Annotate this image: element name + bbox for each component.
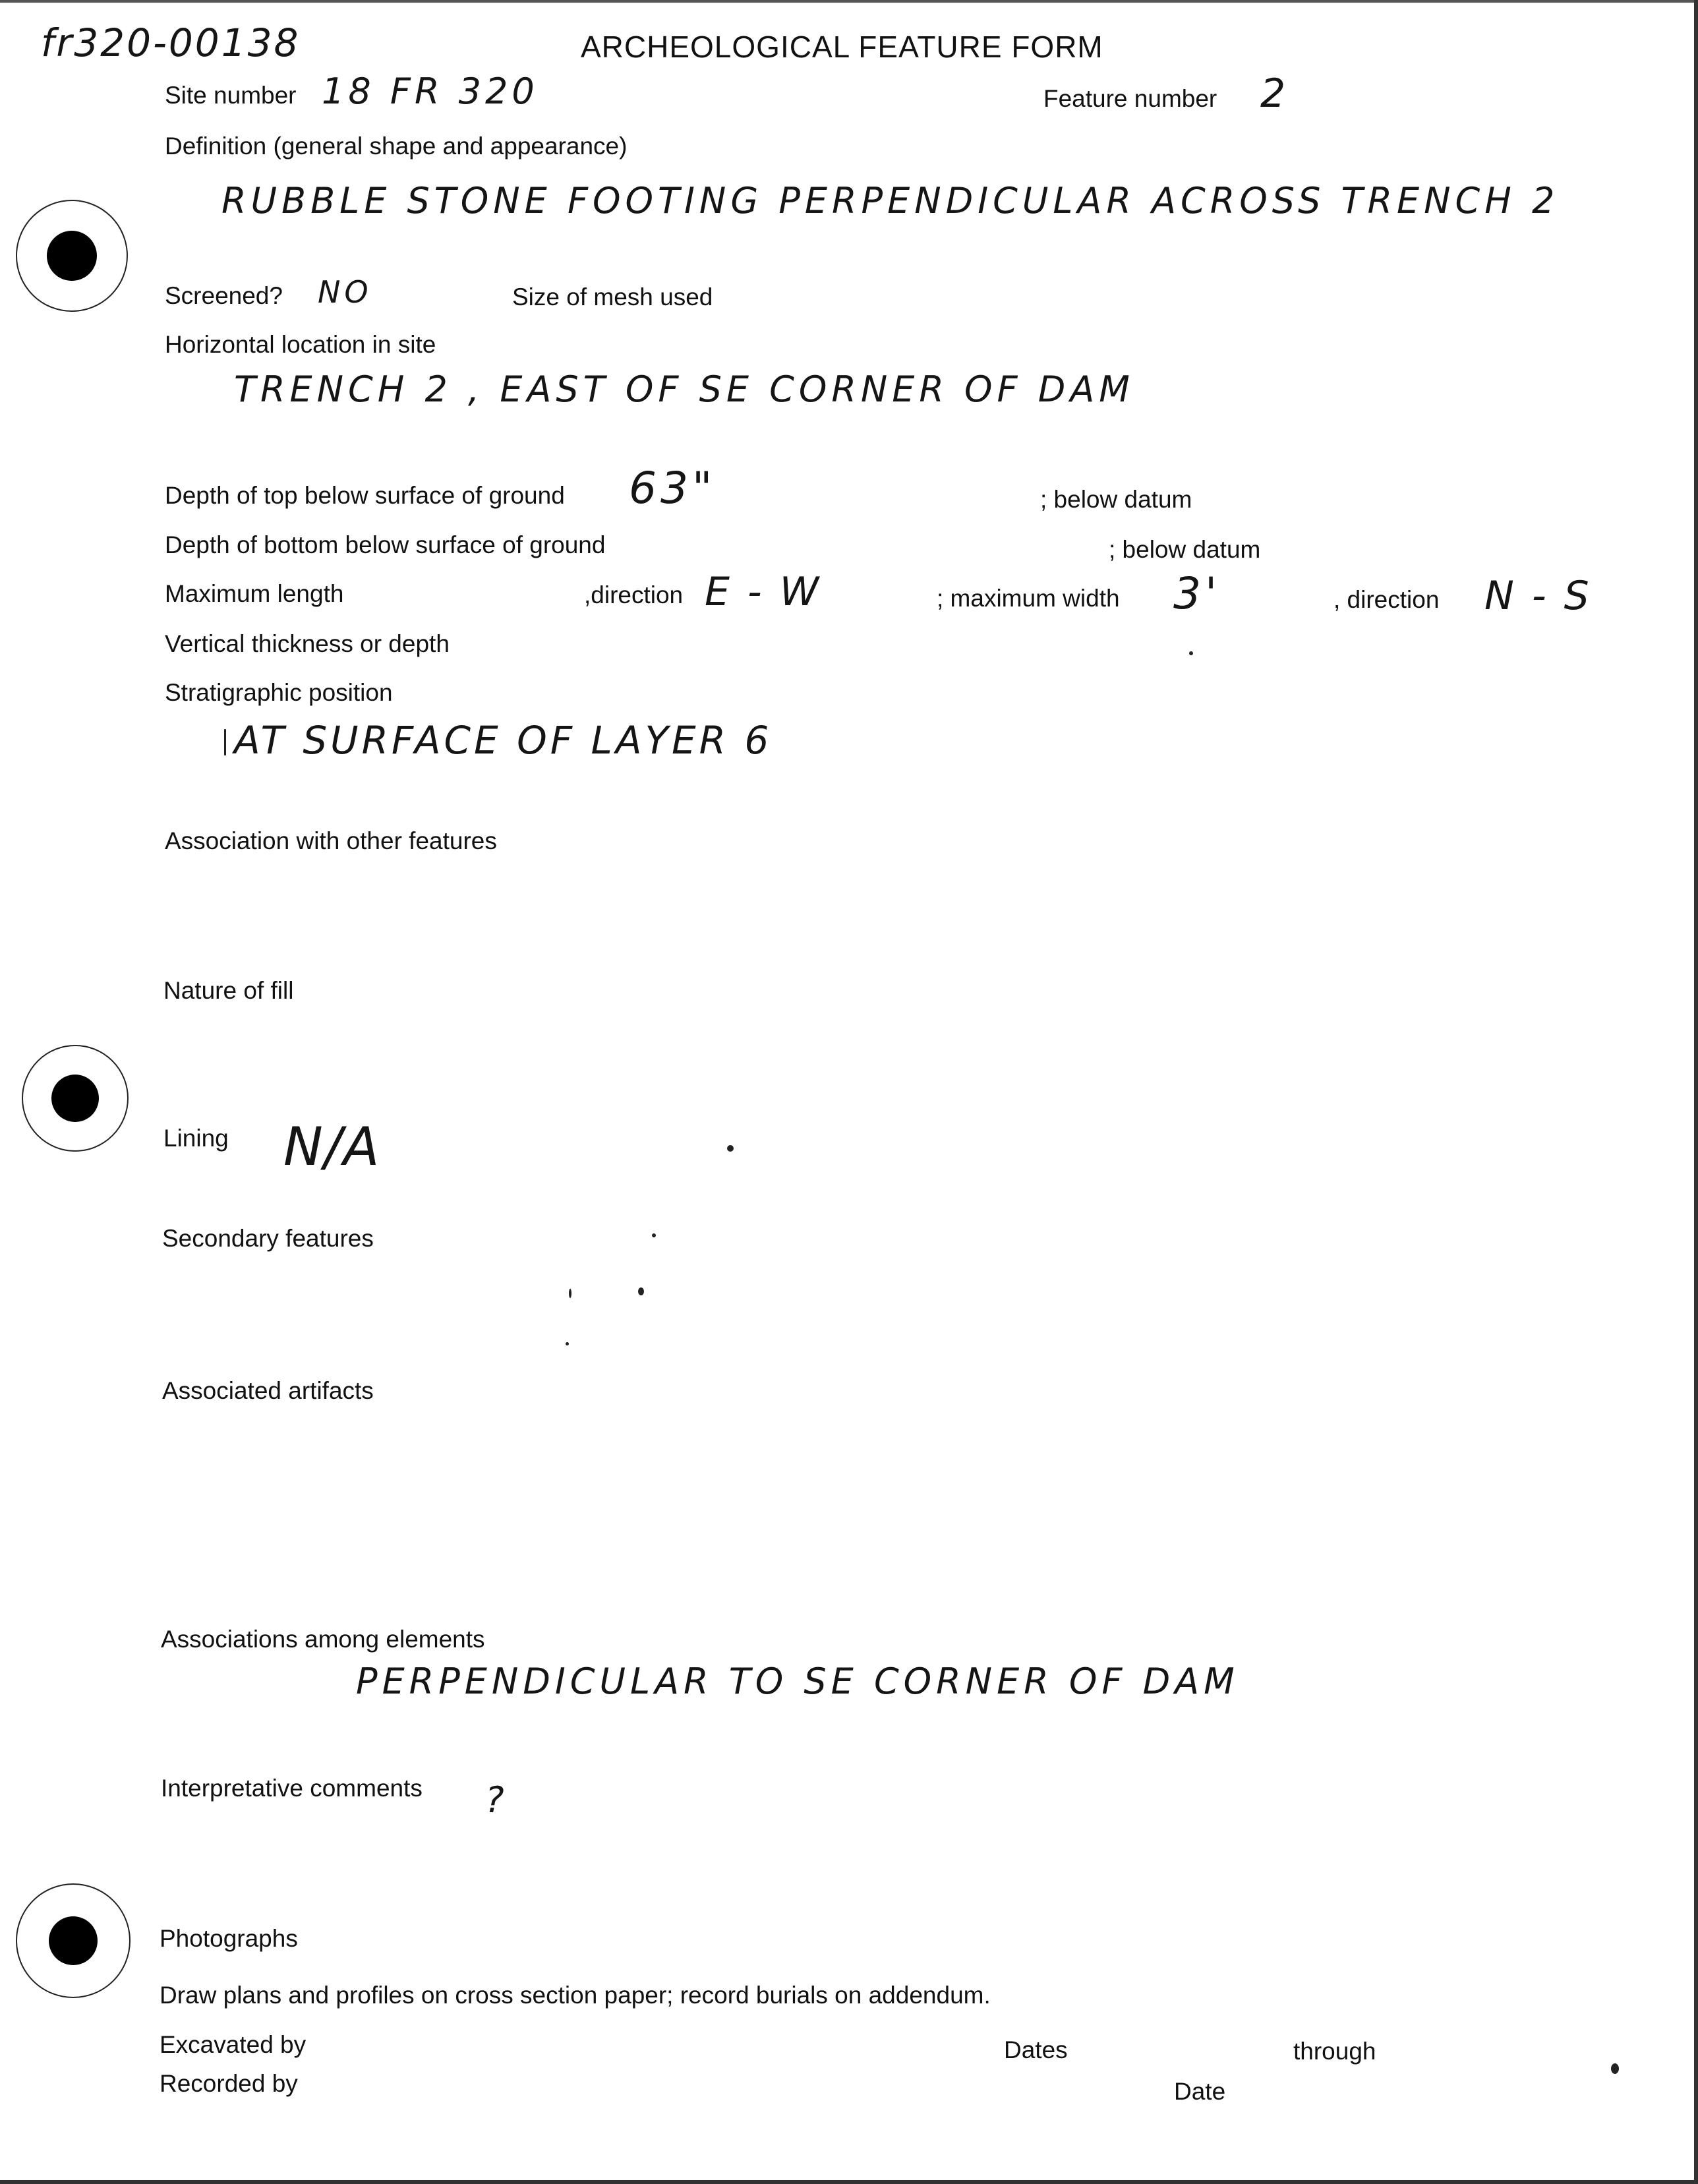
scan-edge-right [1694, 0, 1698, 2184]
screened-label: Screened? [165, 282, 283, 309]
scan-edge-bottom [0, 2180, 1698, 2184]
scan-speck [566, 1342, 569, 1345]
vertical-thickness-label: Vertical thickness or depth [165, 630, 450, 657]
mesh-size-label: Size of mesh used [512, 283, 713, 310]
definition-value[interactable]: RUBBLE STONE FOOTING PERPENDICULAR ACROSS TRENCH 2 [221, 180, 1560, 221]
associated-artifacts-label: Associated artifacts [162, 1377, 374, 1404]
max-length-direction-value[interactable]: E - W [705, 569, 822, 615]
max-length-label: Maximum length [165, 580, 344, 607]
screened-value[interactable]: NO [318, 274, 372, 310]
horizontal-location-value[interactable]: TRENCH 2 , EAST OF SE CORNER OF DAM [234, 369, 1134, 410]
scan-speck [569, 1289, 571, 1298]
max-width-direction-value[interactable]: N - S [1484, 573, 1592, 619]
definition-label: Definition (general shape and appearance) [165, 133, 628, 160]
scan-speck [224, 729, 226, 755]
punch-hole-bottom [16, 1883, 131, 1998]
photographs-label: Photographs [160, 1925, 298, 1952]
dates-through-label: through [1293, 2038, 1376, 2065]
site-number-label: Site number [165, 82, 297, 109]
lining-value[interactable]: N/A [283, 1116, 381, 1177]
secondary-features-label: Secondary features [162, 1225, 374, 1252]
stratigraphic-position-value[interactable]: AT SURFACE OF LAYER 6 [234, 718, 773, 763]
interpretative-comments-label: Interpretative comments [161, 1775, 423, 1802]
punch-hole-middle [22, 1045, 129, 1152]
max-width-label: ; maximum width [937, 585, 1120, 612]
interpretative-comments-value[interactable]: ? [485, 1779, 508, 1821]
depth-bottom-datum-label: ; below datum [1109, 536, 1261, 563]
scan-speck [727, 1145, 734, 1152]
depth-top-value[interactable]: 63" [629, 463, 717, 514]
scan-speck [638, 1287, 644, 1295]
document-id: fr320-00138 [41, 20, 301, 65]
punch-hole-top [16, 200, 128, 312]
scan-speck [1189, 651, 1193, 655]
nature-of-fill-label: Nature of fill [163, 977, 294, 1004]
max-width-direction-label: , direction [1333, 586, 1440, 613]
max-width-value[interactable]: 3' [1173, 568, 1221, 619]
site-number-value[interactable]: 18 FR 320 [322, 71, 539, 112]
scan-speck [1611, 2063, 1619, 2074]
date-label: Date [1174, 2078, 1226, 2105]
association-other-label: Association with other features [165, 827, 497, 854]
depth-top-label: Depth of top below surface of ground [165, 482, 565, 509]
recorded-by-label: Recorded by [160, 2070, 298, 2097]
depth-top-datum-label: ; below datum [1040, 486, 1192, 513]
stratigraphic-position-label: Stratigraphic position [165, 679, 393, 706]
horizontal-location-label: Horizontal location in site [165, 331, 436, 358]
associations-among-label: Associations among elements [161, 1626, 485, 1653]
excavated-by-label: Excavated by [160, 2031, 307, 2058]
form-title: ARCHEOLOGICAL FEATURE FORM [581, 30, 1103, 64]
scan-speck [652, 1233, 656, 1237]
lining-label: Lining [163, 1125, 229, 1152]
depth-bottom-label: Depth of bottom below surface of ground [165, 531, 606, 558]
feature-number-value[interactable]: 2 [1260, 71, 1290, 117]
feature-number-label: Feature number [1043, 85, 1217, 112]
associations-among-value[interactable]: PERPENDICULAR TO SE CORNER OF DAM [356, 1661, 1239, 1702]
instructions-text: Draw plans and profiles on cross section paper; record burials on addendum. [160, 1982, 991, 2009]
dates-label: Dates [1004, 2036, 1068, 2063]
scan-edge-top [0, 0, 1698, 3]
max-length-direction-label: ,direction [584, 581, 684, 608]
